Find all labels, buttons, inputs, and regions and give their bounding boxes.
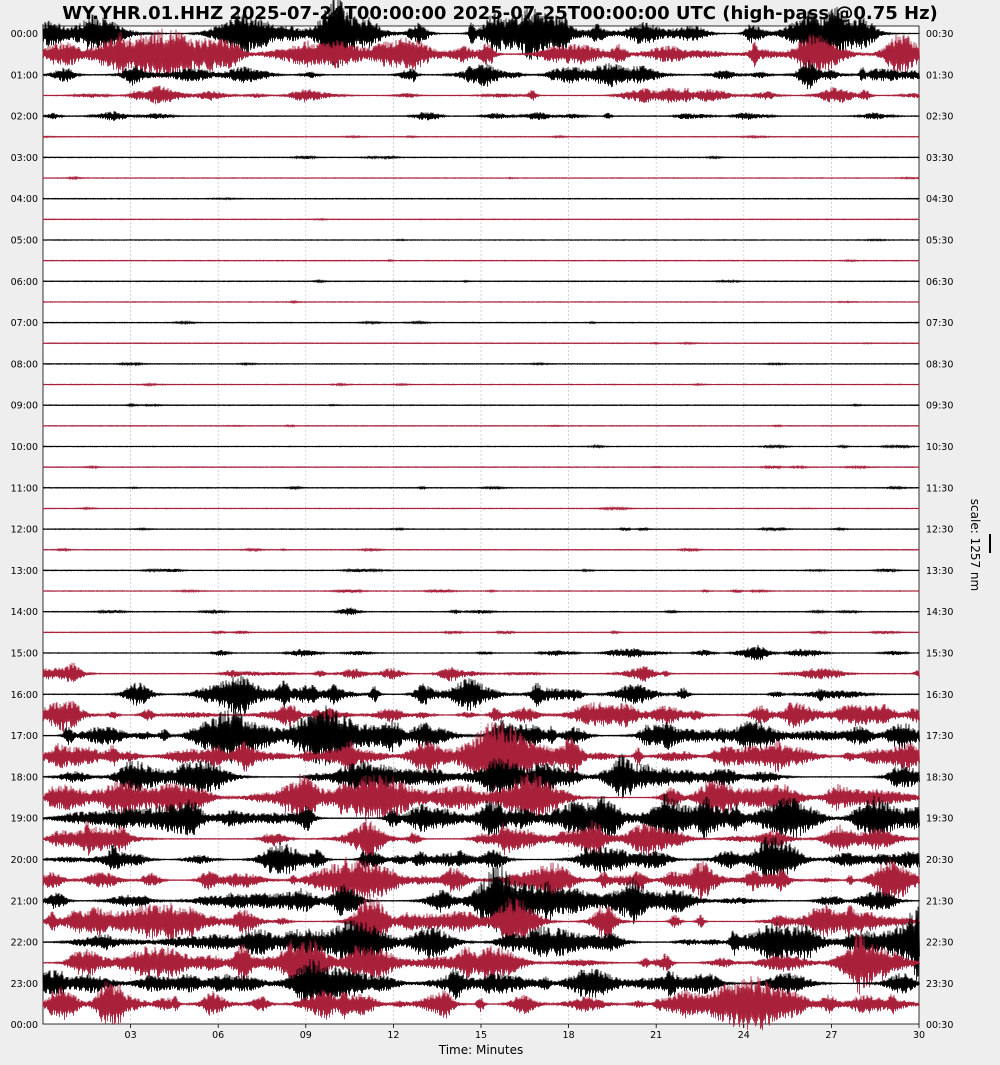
left-time-label: 23:00 — [10, 978, 38, 990]
right-time-label: 12:30 — [926, 524, 954, 536]
left-time-label: 19:00 — [10, 813, 38, 825]
x-tick-label: 30 — [912, 1030, 926, 1041]
left-time-label: 05:00 — [10, 235, 38, 247]
right-time-label: 06:30 — [926, 276, 954, 288]
x-tick-label: 06 — [212, 1030, 225, 1041]
x-axis-label: Time: Minutes — [438, 1043, 524, 1057]
x-tick-label: 03 — [124, 1030, 137, 1041]
right-time-label: 10:30 — [926, 442, 954, 453]
left-time-label: 12:00 — [10, 524, 38, 536]
right-time-label: 00:30 — [926, 1020, 954, 1032]
chart-title: WY.YHR.01.HHZ 2025-07-24T00:00:00 2025-07-25T00:00:00 UTC (high-pass @0.75 Hz) — [62, 3, 938, 24]
left-time-label: 04:00 — [10, 194, 38, 206]
left-time-label: 16:00 — [10, 689, 38, 701]
right-time-label: 00:30 — [926, 29, 954, 40]
right-time-label: 18:30 — [926, 772, 954, 784]
left-time-label: 21:00 — [10, 896, 38, 908]
x-tick-label: 15 — [474, 1030, 488, 1041]
right-time-label: 20:30 — [926, 855, 954, 866]
right-time-label: 15:30 — [926, 648, 954, 660]
right-time-label: 05:30 — [926, 235, 954, 247]
right-time-label: 19:30 — [926, 813, 954, 825]
left-time-label: 00:00 — [10, 29, 38, 40]
left-time-label: 03:00 — [10, 152, 38, 164]
right-time-label: 01:30 — [926, 70, 954, 82]
scale-label: scale: 1257 nm — [968, 498, 982, 592]
left-time-label: 11:00 — [10, 483, 38, 495]
right-time-label: 09:30 — [926, 400, 954, 412]
right-time-label: 02:30 — [926, 111, 954, 123]
left-time-label: 00:00 — [10, 1020, 38, 1032]
right-time-label: 14:30 — [926, 607, 954, 619]
right-time-label: 08:30 — [926, 359, 954, 371]
right-time-label: 17:30 — [926, 731, 954, 743]
left-time-label: 09:00 — [10, 400, 38, 412]
x-tick-label: 12 — [387, 1030, 400, 1041]
left-time-label: 06:00 — [10, 276, 38, 288]
right-time-label: 21:30 — [926, 896, 954, 908]
right-time-label: 22:30 — [926, 937, 954, 949]
right-time-label: 11:30 — [926, 483, 954, 495]
right-time-label: 16:30 — [926, 689, 954, 701]
x-tick-label: 21 — [650, 1030, 663, 1041]
x-tick-label: 27 — [825, 1030, 838, 1041]
left-time-label: 10:00 — [10, 442, 38, 453]
left-time-label: 08:00 — [10, 359, 38, 371]
left-time-label: 13:00 — [10, 565, 38, 577]
x-tick-label: 24 — [737, 1030, 750, 1041]
left-time-label: 07:00 — [10, 318, 38, 330]
left-time-label: 20:00 — [10, 855, 38, 866]
left-time-label: 18:00 — [10, 772, 38, 784]
left-time-label: 15:00 — [10, 648, 38, 660]
right-time-label: 07:30 — [926, 318, 954, 330]
right-time-label: 03:30 — [926, 152, 954, 164]
left-time-label: 01:00 — [10, 70, 38, 82]
x-tick-label: 09 — [299, 1030, 312, 1041]
left-time-label: 17:00 — [10, 731, 38, 743]
left-time-label: 22:00 — [10, 937, 38, 949]
right-time-label: 13:30 — [926, 565, 954, 577]
right-time-label: 23:30 — [926, 978, 954, 990]
left-time-label: 14:00 — [10, 607, 38, 619]
left-time-label: 02:00 — [10, 111, 38, 123]
x-tick-label: 18 — [562, 1030, 575, 1041]
right-time-label: 04:30 — [926, 194, 954, 206]
